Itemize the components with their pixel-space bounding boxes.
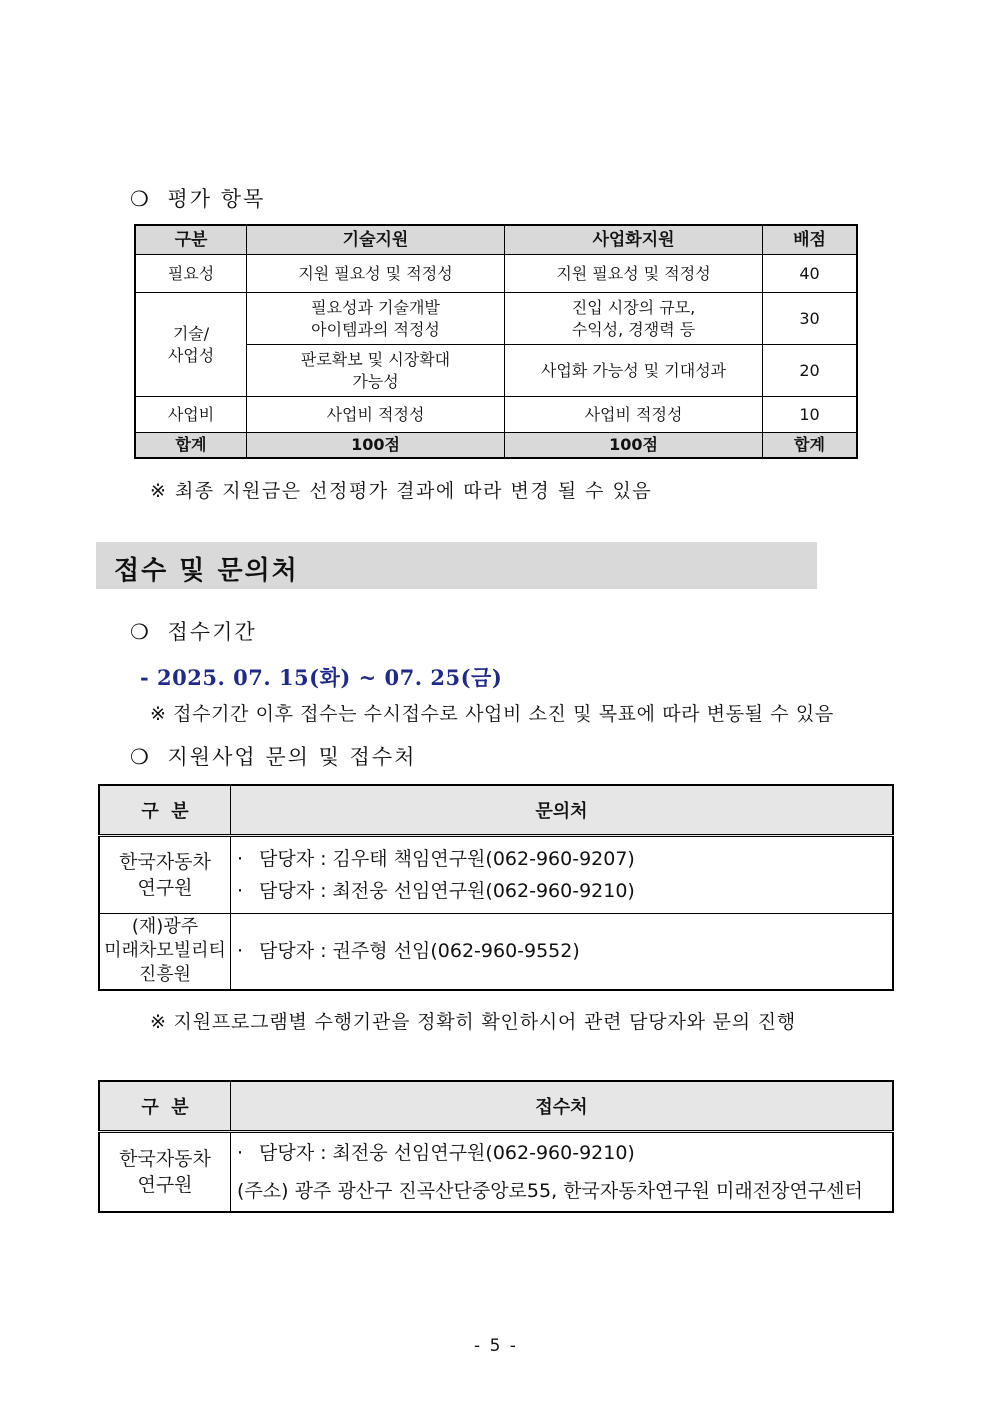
cell-tech: 필요성과 기술개발 아이템과의 적정성 xyxy=(247,293,505,345)
circle-bullet-icon: ❍ xyxy=(130,745,151,769)
cell-score: 30 xyxy=(763,293,858,345)
cell-tech: 지원 필요성 및 적정성 xyxy=(247,255,505,293)
inquiry-note: ※ 지원프로그램별 수행기관을 정확히 확인하시어 관련 담당자와 문의 진행 xyxy=(150,1011,797,1033)
period-heading: ❍ 접수기간 xyxy=(130,620,257,644)
table-row xyxy=(135,293,857,345)
header-tech: 기술지원 xyxy=(247,225,505,255)
period-note: ※ 접수기간 이후 접수는 수시접수로 사업비 소진 및 목표에 따라 변동될 수 있음 xyxy=(150,703,834,725)
evaluation-table xyxy=(134,224,858,459)
total-score: 합계 xyxy=(763,433,858,459)
contact-heading: ❍ 지원사업 문의 및 접수처 xyxy=(130,745,417,769)
header-biz: 사업화지원 xyxy=(505,225,763,255)
eval-note: ※ 최종 지원금은 선정평가 결과에 따라 변경 될 수 있음 xyxy=(150,480,653,502)
section-title: 접수 및 문의처 xyxy=(114,556,299,586)
org-name: 한국자동차 연구원 xyxy=(99,836,231,914)
table-row xyxy=(99,836,893,914)
contact-lines xyxy=(231,836,894,914)
contact-line: · 담당자 : 권주형 선임(062-960-9552) xyxy=(237,940,580,963)
header-score: 배점 xyxy=(763,225,858,255)
reception-table xyxy=(98,1080,894,1213)
cell-category: 필요성 xyxy=(135,255,247,293)
cell-tech: 판로확보 및 시장확대 가능성 xyxy=(247,345,505,397)
table-total-row xyxy=(135,433,857,459)
reception-contact: · 담당자 : 최전웅 선임연구원(062-960-9210) xyxy=(237,1142,635,1164)
section-banner xyxy=(96,542,817,589)
total-biz: 100점 xyxy=(505,433,763,459)
contact-line: · 담당자 : 최전웅 선임연구원(062-960-9210) xyxy=(237,880,635,902)
cell-score: 10 xyxy=(763,397,858,433)
inquiry-table xyxy=(98,784,894,991)
cell-biz: 사업화 가능성 및 기대성과 xyxy=(505,345,763,397)
reception-lines xyxy=(231,1132,894,1213)
circle-bullet-icon: ❍ xyxy=(130,620,151,644)
page-number: - 5 - xyxy=(474,1336,518,1356)
eval-heading: ❍ 평가 항목 xyxy=(130,187,266,211)
contact-lines xyxy=(231,914,894,990)
header-division: 구 분 xyxy=(99,785,231,836)
cell-biz: 진입 시장의 규모, 수익성, 경쟁력 등 xyxy=(505,293,763,345)
header-division: 구 분 xyxy=(99,1081,231,1132)
cell-category: 사업비 xyxy=(135,397,247,433)
cell-category: 기술/ 사업성 xyxy=(135,293,247,397)
table-row xyxy=(135,255,857,293)
cell-biz: 사업비 적정성 xyxy=(505,397,763,433)
header-inquiry: 문의처 xyxy=(231,785,894,836)
header-reception: 접수처 xyxy=(231,1081,894,1132)
contact-line: · 담당자 : 김우태 책임연구원(062-960-9207) xyxy=(237,848,635,870)
table-row xyxy=(135,397,857,433)
header-category: 구분 xyxy=(135,225,247,255)
reception-period: - 2025. 07. 15(화) ~ 07. 25(금) xyxy=(140,665,503,690)
table-row xyxy=(99,914,893,990)
cell-score: 20 xyxy=(763,345,858,397)
cell-tech: 사업비 적정성 xyxy=(247,397,505,433)
org-name: 한국자동차 연구원 xyxy=(99,1132,231,1213)
circle-bullet-icon: ❍ xyxy=(130,187,151,211)
org-name: (재)광주 미래차모빌리티 진흥원 xyxy=(99,914,231,990)
total-tech: 100점 xyxy=(247,433,505,459)
total-label: 합계 xyxy=(135,433,247,459)
cell-score: 40 xyxy=(763,255,858,293)
cell-biz: 지원 필요성 및 적정성 xyxy=(505,255,763,293)
reception-address: (주소) 광주 광산구 진곡산단중앙로55, 한국자동차연구원 미래전장연구센터 xyxy=(237,1180,863,1202)
table-row xyxy=(99,1132,893,1213)
